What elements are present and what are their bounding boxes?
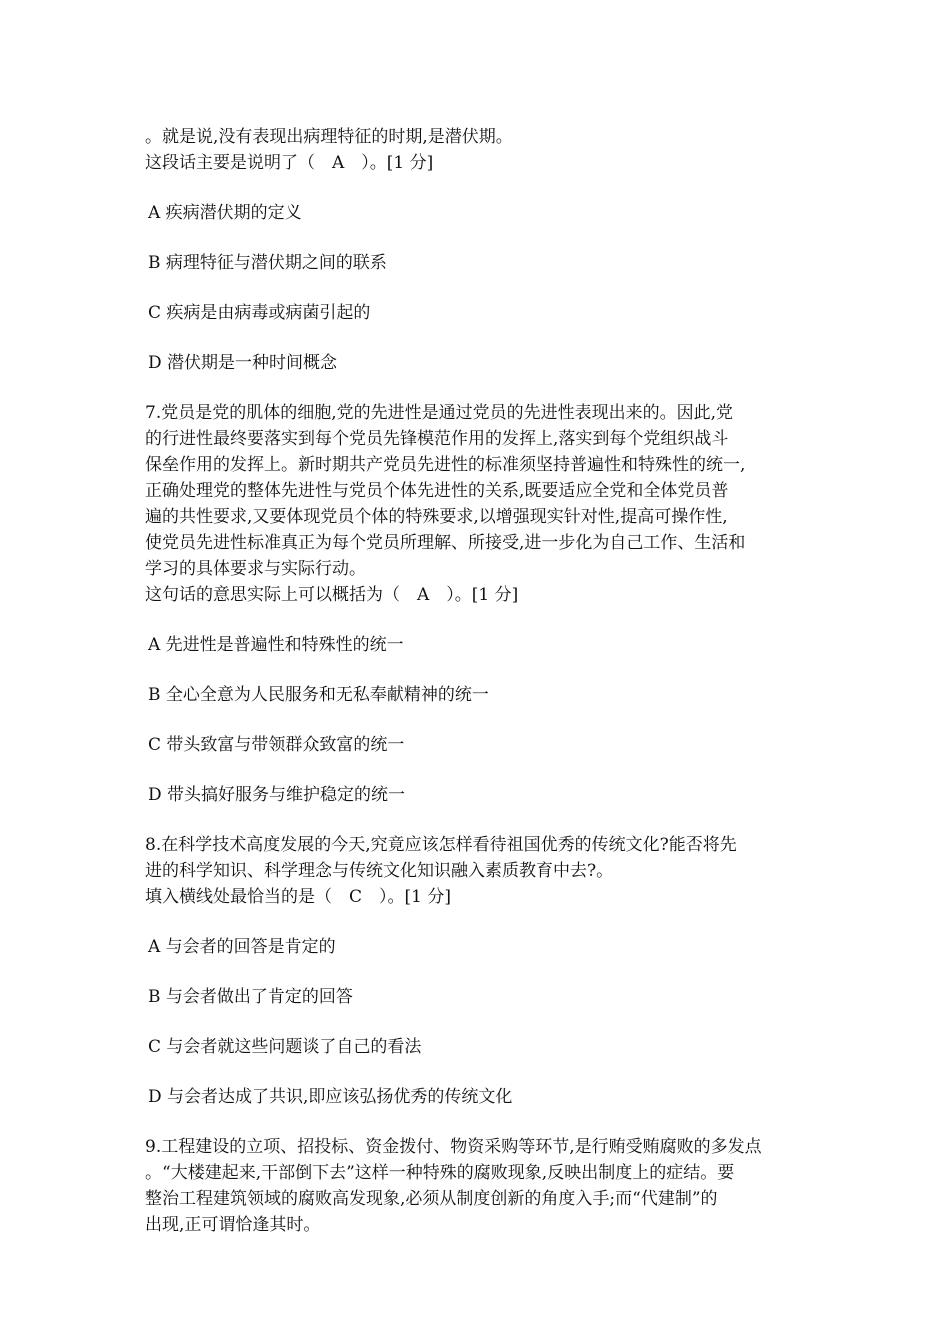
question-8: [145, 832, 820, 1110]
question-9-line: 。“大楼建起来,干部倒下去”这样一种特殊的腐败现象,反映出制度上的症结。要: [145, 1163, 735, 1183]
question-9-line: 出现,正可谓恰逢其时。: [145, 1215, 321, 1235]
question-8-option-a: A 与会者的回答是肯定的: [148, 937, 336, 957]
question-9-line: 整治工程建筑领域的腐败高发现象,必须从制度创新的角度入手;而“代建制”的: [145, 1189, 718, 1209]
question-6-option-d: D 潜伏期是一种时间概念: [148, 353, 338, 373]
question-8-line: 8.在科学技术高度发展的今天,究竟应该怎样看待祖国优秀的传统文化?能否将先: [145, 835, 737, 855]
question-6-option-b: B 病理特征与潜伏期之间的联系: [148, 253, 387, 273]
question-7-option-c: C 带头致富与带领群众致富的统一: [148, 735, 405, 755]
question-6: [145, 124, 820, 376]
question-8-option-c: C 与会者就这些问题谈了自己的看法: [148, 1037, 422, 1057]
question-7: [145, 400, 820, 808]
question-7-option-a: A 先进性是普遍性和特殊性的统一: [148, 635, 404, 655]
question-7-line: 使党员先进性标准真正为每个党员所理解、所接受,进一步化为自己工作、生活和: [145, 533, 746, 553]
question-6-prompt: 这段话主要是说明了（ A ）。[1 分]: [145, 153, 434, 173]
question-9: [145, 1134, 820, 1238]
question-8-line: 进的科学知识、科学理念与传统文化知识融入素质教育中去?。: [145, 861, 614, 881]
question-6-option-a: A 疾病潜伏期的定义: [148, 203, 302, 223]
document-page: [145, 124, 820, 1238]
question-7-line: 学习的具体要求与实际行动。: [145, 559, 366, 579]
question-7-line: 7.党员是党的肌体的细胞,党的先进性是通过党员的先进性表现出来的。因此,党: [145, 403, 734, 423]
question-7-line: 正确处理党的整体先进性与党员个体先进性的关系,既要适应全党和全体党员普: [145, 481, 729, 501]
question-8-option-d: D 与会者达成了共识,即应该弘扬优秀的传统文化: [148, 1087, 513, 1107]
question-7-prompt: 这句话的意思实际上可以概括为（ A ）。[1 分]: [145, 585, 519, 605]
question-6-line: 。就是说,没有表现出病理特征的时期,是潜伏期。: [145, 127, 513, 147]
question-8-prompt: 填入横线处最恰当的是（ C ）。[1 分]: [145, 887, 451, 907]
question-7-line: 遍的共性要求,又要体现党员个体的特殊要求,以增强现实针对性,提高可操作性,: [145, 507, 728, 527]
question-7-option-b: B 全心全意为人民服务和无私奉献精神的统一: [148, 685, 489, 705]
question-7-option-d: D 带头搞好服务与维护稳定的统一: [148, 785, 406, 805]
question-8-option-b: B 与会者做出了肯定的回答: [148, 987, 353, 1007]
question-9-line: 9.工程建设的立项、招投标、资金拨付、物资采购等环节,是行贿受贿腐败的多发点: [145, 1137, 762, 1157]
question-6-option-c: C 疾病是由病毒或病菌引起的: [148, 303, 371, 323]
question-7-line: 的行进性最终要落实到每个党员先锋模范作用的发挥上,落实到每个党组织战斗: [145, 429, 729, 449]
question-7-line: 保垒作用的发挥上。新时期共产党员先进性的标准须坚持普遍性和特殊性的统一,: [145, 455, 746, 475]
